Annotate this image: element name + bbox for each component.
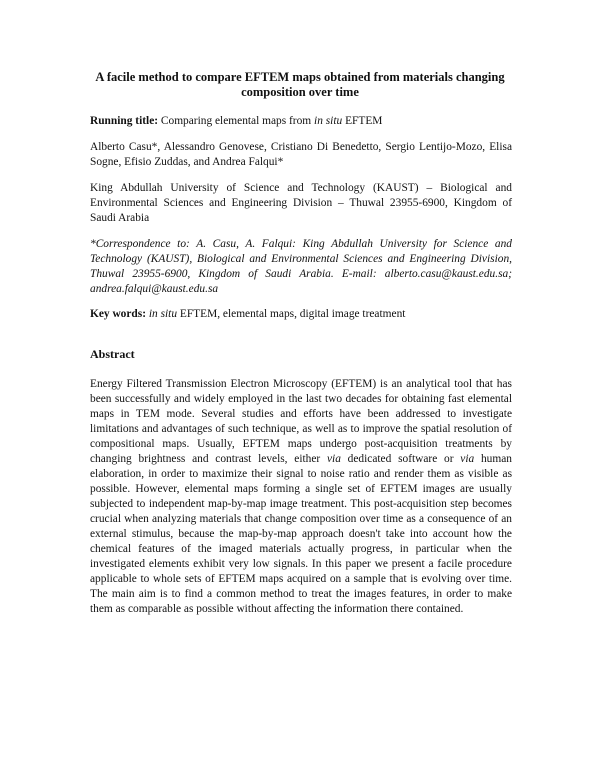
keywords-italic: in situ [148, 308, 178, 320]
abstract-heading: Abstract [90, 347, 135, 361]
affiliation: King Abdullah University of Science and Technology (KAUST) – Biological and Environmental Sciences and Engineering Division – Thuwal 23955-6900, Kingdom of Saudi Arabia [90, 182, 512, 224]
paper-title: A facile method to compare EFTEM maps obtained from materials changing composition over time [95, 70, 505, 99]
abstract-text-2: dedicated software or [347, 453, 454, 465]
running-title [90, 114, 512, 129]
keywords-label: Key words: [90, 308, 146, 320]
author-list: Alberto Casu*, Alessandro Genovese, Cristiano Di Benedetto, Sergio Lentijo-Mozo, Elisa Sogne, Efisio Zuddas, and Andrea Falqui* [90, 141, 512, 168]
abstract-italic-via-1: via [326, 453, 341, 465]
running-title-label: Running title: [90, 115, 159, 127]
abstract-italic-via-2: via [460, 453, 475, 465]
keywords-text: EFTEM, elemental maps, digital image treatment [179, 308, 406, 320]
abstract-text-3: human elaboration, in order to maximize their signal to noise ratio and render them as visible as possible. However, elemental maps forming a single set of EFTEM images are usually subjected to independent map-by-map image treatment. This post-acquisition step becomes crucial when analyzing materials that change composition over time as a consequence of an external stimulus, because the map-by-map approach doesn't take into account how the chemical features of the imaged materials actually progress, in particular when the investigated elements exhibit very low signals. In this paper we present a facile procedure applicable to whole sets of EFTEM maps acquired on a sample that is evolving over time. The main aim is to find a common method to treat the images features, in order to make them as comparable as possible without affecting the information there contained. [90, 453, 512, 615]
keywords [90, 307, 512, 322]
running-title-text-end: EFTEM [345, 115, 383, 127]
running-title-text: Comparing elemental maps from [160, 115, 312, 127]
abstract-body [90, 377, 512, 617]
correspondence-note: *Correspondence to: A. Casu, A. Falqui: King Abdullah University for Science and Technology (KAUST), Biological and Environmental Sciences and Engineering Division, Thuwal 23955-6900, Kingdom of Saudi Arabia. E-mail: alberto.casu@kaust.edu.sa; andrea.falqui@kaust.edu.sa [90, 238, 512, 295]
running-title-italic: in situ [314, 115, 343, 127]
abstract-text-1: Energy Filtered Transmission Electron Microscopy (EFTEM) is an analytical tool that has been successfully and widely employed in the last two decades for obtaining fast elemental maps in TEM mode. Several studies and efforts have been addressed to investigate limitations and advantages of such technique, as well as to improve the spatial resolution of compositional maps. Usually, EFTEM maps undergo post-acquisition treatments by changing brightness and contrast levels, either [90, 378, 512, 465]
